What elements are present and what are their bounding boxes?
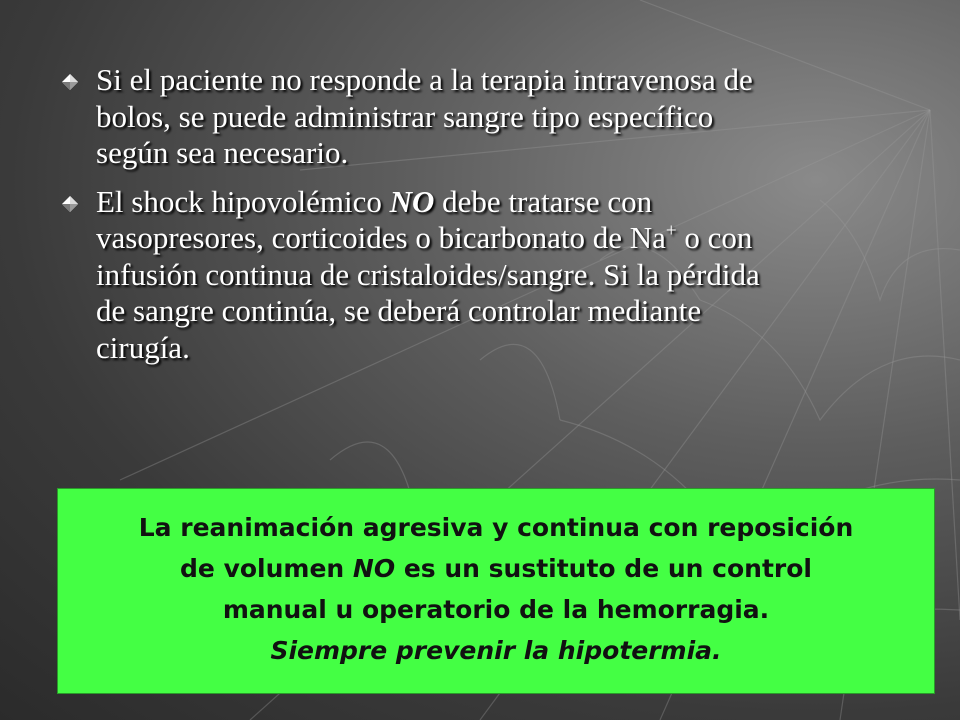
bullet-2-emphasis-no: NO bbox=[389, 183, 435, 219]
callout-box bbox=[57, 488, 935, 694]
bullet-item-transfusion bbox=[60, 62, 900, 172]
callout-emphasis-no: NO bbox=[352, 554, 396, 583]
bullet-2-line-1-post: debe tratarse con bbox=[434, 183, 653, 219]
sodium-superscript: + bbox=[665, 220, 677, 242]
callout-line-4: Siempre prevenir la hipotermia. bbox=[270, 636, 722, 665]
bullet-1-line-3: según sea necesario. bbox=[96, 135, 349, 170]
bullet-2-line-5: cirugía. bbox=[96, 329, 190, 365]
bullet-1-line-1: Si el paciente no responde a la terapia intravenosa de bbox=[96, 62, 753, 97]
callout-line-2-pre: de volumen bbox=[180, 554, 353, 583]
bullet-2-line-2-pre: vasopresores, corticoides o bicarbonato de Na bbox=[96, 220, 666, 255]
callout-line-2 bbox=[58, 548, 934, 589]
callout-line-2-post: es un sustituto de un control bbox=[395, 554, 812, 583]
callout-line-3: manual u operatorio de la hemorragia. bbox=[222, 595, 770, 624]
bullet-2-line-3: infusión continua de cristaloides/sangre. Si la pérdida bbox=[96, 256, 760, 292]
diamond-bullet-icon bbox=[62, 196, 78, 212]
bullet-list bbox=[60, 62, 900, 378]
callout-line-1: La reanimación agresiva y continua con reposición bbox=[138, 513, 854, 542]
bullet-1-line-2: bolos, se puede administrar sangre tipo específico bbox=[96, 98, 714, 134]
bullet-2-line-4: de sangre continúa, se deberá controlar mediante bbox=[96, 293, 702, 328]
bullet-2-line-2-post: o con bbox=[676, 220, 753, 255]
bullet-2-line-1-pre: El shock hipovolémico bbox=[96, 183, 390, 219]
diamond-bullet-icon bbox=[62, 74, 78, 90]
bullet-item-shock-treatment bbox=[60, 184, 900, 367]
